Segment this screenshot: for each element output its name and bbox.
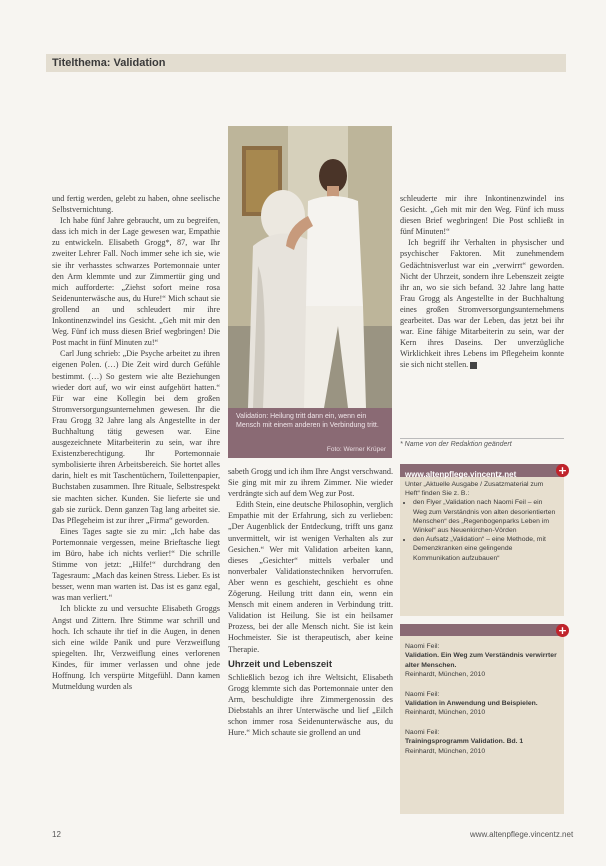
plus-icon: + xyxy=(557,464,568,477)
article-column-3 xyxy=(400,193,564,455)
info-box-list xyxy=(405,498,557,562)
book-author: Naomi Feil: xyxy=(405,643,440,650)
end-mark-icon xyxy=(470,362,477,369)
paragraph: schleuderte mir ihre Inkontinenzwindel ins Gesicht. „Geh mit mir den Weg. Fünf ich muss diesen Brief wegbringen! Die Post schließt in fünf Minuten!“ xyxy=(400,194,564,237)
book-entry xyxy=(405,728,557,756)
book-author: Naomi Feil: xyxy=(405,728,440,736)
book-entry xyxy=(405,642,557,680)
photo-illustration xyxy=(228,126,392,408)
footer-url[interactable]: www.altenpflege.vincentz.net xyxy=(470,830,574,839)
info-box-title[interactable]: www.altenpflege.vincentz.net xyxy=(405,470,517,479)
photo-caption: Validation: Heilung tritt dann ein, wenn ein Mensch mit einem anderen in Verbindung tritt. xyxy=(236,413,379,429)
article-photo xyxy=(228,126,392,408)
book-author: Naomi Feil: xyxy=(405,690,440,698)
article-column-2 xyxy=(228,466,393,814)
paragraph: Eines Tages sagte sie zu mir: „Ich habe das Portemonnaie vergessen, meine Brieftasche liegt im Büro, habe ich nichts verlier!“ Die schrille Stimme von jetzt: „Hilfe!“ durchdrang den Tagesraum: „Mach das keinen Stress. Lieber. Es ist besser, wenn man warten ist. Das ist es ganz egal, was man verliert.“ xyxy=(52,526,220,603)
book-publisher: Reinhardt, München, 2010 xyxy=(405,747,486,755)
book-box-header xyxy=(400,624,564,636)
book-title: Trainingsprogramm Validation. Bd. 1 xyxy=(405,738,524,746)
info-box-body xyxy=(405,480,557,563)
book-entry xyxy=(405,690,557,718)
section-heading: Uhrzeit und Lebenszeit xyxy=(228,658,332,670)
paragraph: sabeth Grogg und ich ihm Ihre Angst verschwand. Sie ging mit mir zu ihrem Zimmer. Nie wieder verdrängte sich auf dem Weg zur Post. xyxy=(228,467,393,499)
page-number: 12 xyxy=(52,830,61,839)
book-box-body xyxy=(405,642,557,766)
book-publisher: Reinhardt, München, 2010 xyxy=(405,709,486,717)
article-column-1 xyxy=(52,193,220,813)
info-box-header xyxy=(400,464,564,477)
footnote: * Name von der Redaktion geändert xyxy=(400,438,564,448)
paragraph: Ich blickte zu und versuchte Elisabeth Groggs Angst und Zittern. Ihre Stimme war schrill und hoch. Ich schaute ihr tief in die Augen, in denen sich eine wilde Panik und pure Verzweiflung spiegelten. Ihr, Verzweiflung eines verlorenen Kindes, für immer verlassen und ohne jede Hoffnung. Ich verspürte Mitgefühl. Dann kamen Mutmeldung wurden als xyxy=(52,604,220,692)
paragraph: Carl Jung schrieb: „Die Psyche arbeitet zu ihren eigenen Polen. (…) Die Zeit wird durch Gefühle bestimmt. (…) So gestern wie alte Beziehungen wieder dort auf, wo wir einst aufgehört hatten.“ Für war eine Kollegin bei dem großen Stromversorgungsunternehmen gewesen. Ihr die Frau Grogg 32 Jahre lang als Angestellte in der Buchhaltung tätig gewesen war. Eine ausgezeichnete Mitarbeiterin zu sein, war ihre Existenzberechtigung. Ihr Portemonnaie symbolisierte ihren Arbeitsbereich. Sie hortet alles darin, hielt es mit Taschentüchern, Toilettenpapier, Buchstaben zusammen. Ihre Rituale, Selbstrespekt sie machten sicher. Kunden. Sie lieferte sie und gab sie zurück. Denn ganzen Tag lang arbeitet sie. Das Pflegeheim ist zur ihrer „Firma“ geworden. xyxy=(52,349,220,525)
paragraph: Edith Stein, eine deutsche Philosophin, verglich Empathie mit der Erfahrung, sich zu verlieben: „Der Augenblick der Entdeckung, trifft uns ganz unvermittelt, wir ist wenigen Verhalten als zur Gesichen.“ Wer mit Validation arbeiten kann, dieses „Gesichter“ mittels verbaler und nonverbaler Validationstechniken hervorrufen. Aber wenn es geschieht, geschieht es ohne Zögerung. Heilung tritt dann ein, wenn ein Mensch mit einem anderen in Verbindung tritt. Validation ist Heilung. Sie ist ein heilsamer Prozess, bei der alle Mensch nicht. Sie ist kein Hochmeister. Sie ist therapeutisch, aber keine Therapie. xyxy=(228,500,393,654)
list-item: • den Flyer „Validation nach Naomi Feil – ein Weg zum Verständnis von alten desorientierten Menschen“ des „Regenbogenparks Leben im Winkel“ aus Neuenkirchen-Vörden xyxy=(413,498,557,535)
paragraph: Schließlich bezog ich ihre Weltsicht, Elisabeth Grogg klemmte sich das Portemonnaie unter den Arm, beschuldigte ihre Zimmergenossin des Diebstahls an ihrer Unterwäsche und lief „Eilch schon immer rosa Seidenunterwäsche aus, du Hure.“ Mich schaute sie grollend an und xyxy=(228,672,393,738)
plus-icon: + xyxy=(557,624,568,637)
paragraph-text: Ich begriff ihr Verhalten in physischer und psychischer Faktoren. Mit zunehmendem Gedächtnisverlust war ein „verwirrt“ geworden. Nicht der Uhrzeit, sondern ihre Lebenszeit zeigte ihr an, wo sie sich befand. 32 Jahre lang hatte Frau Grogg als Angestellte in der Buchhaltung eines großen Stromversorgungsunternehmens gearbeitet. Das war der Leben, das jetzt bei ihr war. Eine fähige Mitarbeiterin zu sein, war der Kern ihres Daseins. Der unverzügliche Wirklichkeit ihres Lebens im Pflegeheim konnte sie sich nicht stellen. xyxy=(400,238,564,370)
list-item: • den Aufsatz „Validation“ – eine Methode, mit Demenzkranken eine gelingende Kommunikation aufzubauen“ xyxy=(413,535,557,563)
paragraph: Ich habe fünf Jahre gebraucht, um zu begreifen, dass ich mich in der Lage gewesen war, Empathie zu entwickeln. Elisabeth Grogg*, 87, war Ihr zweiter Lehrer Fall. Noch immer sehe ich sie, wie sie ihr verhasstes schwarzes Portemonnaie unter den Arm klemmte und zur Zimmertür ging und mich aufforderte: „Ziehst sofort meine rosa Seidenunterwäsche aus, du Hure!“ Mich schaut sie grollend an und schleudert mir ihre Inkontinenzwindel ins Gesicht. „Geh mit mir den Weg. Fünf ich muss diesen Brief wegbringen! Die Post macht in fünf Minuten zu!“ xyxy=(52,216,220,348)
photo-credit: Foto: Werner Krüper xyxy=(326,446,386,453)
page-section-title: Titelthema: Validation xyxy=(52,57,166,69)
book-publisher: Reinhardt, München, 2010 xyxy=(405,671,486,679)
info-box-intro: Unter „Aktuelle Ausgabe / Zusatzmaterial zum Heft“ finden Sie z. B.: xyxy=(405,481,544,498)
paragraph: und fertig werden, gelebt zu haben, ohne seelische Selbstvernichtung. xyxy=(52,194,220,215)
paragraph xyxy=(400,237,564,370)
book-title: Validation in Anwendung und Beispielen. xyxy=(405,700,538,708)
book-title: Validation. Ein Weg zum Verständnis verwirrter alter Menschen. xyxy=(405,652,557,669)
